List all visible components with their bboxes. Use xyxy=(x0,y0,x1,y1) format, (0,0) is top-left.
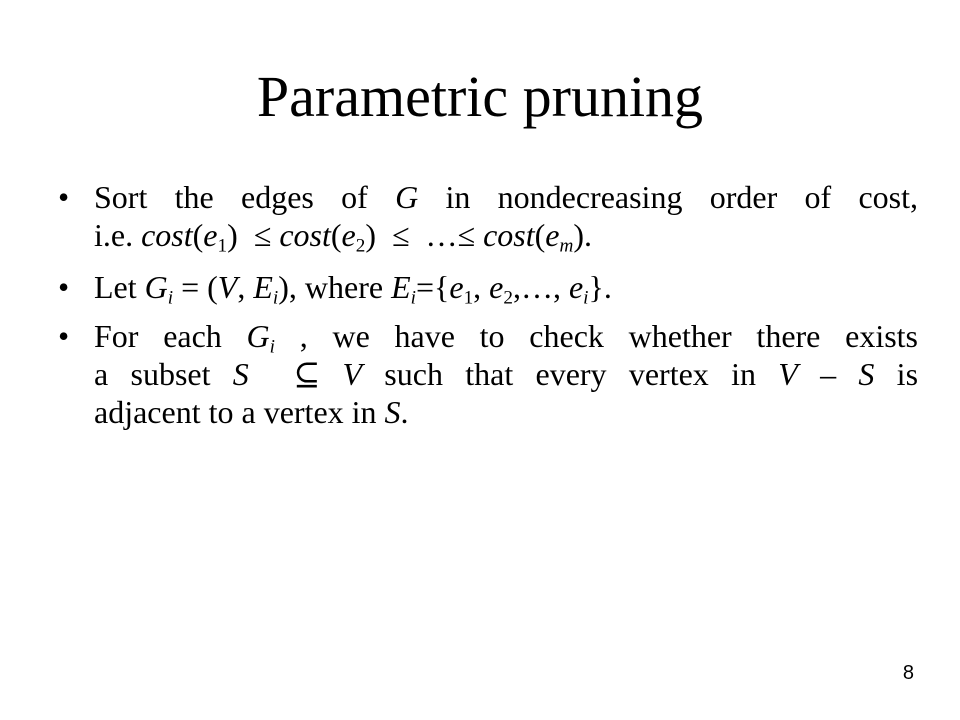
bullet-line: For each $G_i$ , we have to check whether there exists xyxy=(94,318,919,358)
bullet-icon: • xyxy=(58,318,70,354)
bullet-line: a subset S ⊆ V such that every vertex in V – S is xyxy=(94,356,919,392)
page-number: 8 xyxy=(902,662,914,684)
bullet-line: i.e. $\cos t(e_1) \le \cos t(e_2)$ ≤ …≤ $\cos t(e_m)$. xyxy=(94,217,593,257)
bullet-line: Sort the edges of G in nondecreasing order of cost, xyxy=(94,179,919,215)
slide-title: Parametric pruning xyxy=(256,64,704,129)
bullet-item xyxy=(58,268,918,309)
bullet-item xyxy=(58,178,919,257)
bullet-item xyxy=(58,317,918,431)
bullet-line: Let $G_i = (V$, $E_i$), where $E_i=\{e_1$, $e_2,\dots$, $e_i$}. xyxy=(94,269,612,309)
bullet-line: adjacent to a vertex in S. xyxy=(94,394,409,430)
bullet-list xyxy=(58,178,918,443)
bullet-icon: • xyxy=(58,269,70,305)
bullet-icon: • xyxy=(58,179,70,215)
